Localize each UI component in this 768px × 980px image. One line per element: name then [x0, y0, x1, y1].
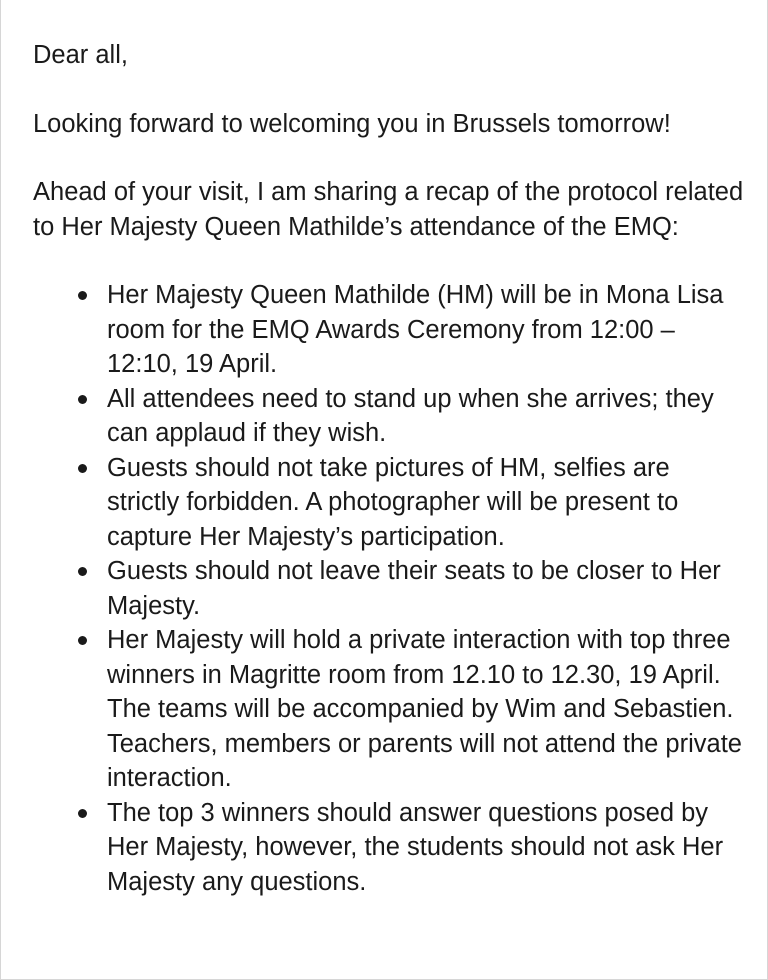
list-item — [33, 554, 745, 623]
list-item-text: Guests should not leave their seats to be closer to Her Majesty. — [107, 557, 721, 620]
bullet-icon — [78, 636, 87, 645]
list-item — [33, 382, 745, 451]
bullet-icon — [78, 291, 87, 300]
list-item — [33, 451, 745, 555]
list-item-text: Her Majesty will hold a private interaction with top three winners in Magritte room from 12.10 to 12.30, 19 April. The teams will be accompanied by Wim and Sebastien. Teachers, members or parents will not attend the private interaction. — [107, 626, 742, 792]
bullet-icon — [78, 809, 87, 818]
list-item-text: All attendees need to stand up when she arrives; they can applaud if they wish. — [107, 384, 714, 447]
bullet-icon — [78, 567, 87, 576]
email-recap: Ahead of your visit, I am sharing a recap of the protocol related to Her Majesty Queen Mathilde’s attendance of the EMQ: — [33, 178, 744, 241]
bullet-icon — [78, 395, 87, 404]
protocol-list — [33, 278, 745, 899]
email-body — [33, 38, 745, 899]
list-item-text: Guests should not take pictures of HM, selfies are strictly forbidden. A photographer will be present to capture Her Majesty’s participation. — [107, 453, 679, 551]
list-item — [33, 278, 745, 382]
bullet-icon — [78, 464, 87, 473]
list-item — [33, 623, 745, 796]
list-item — [33, 796, 745, 900]
list-item-text: The top 3 winners should answer questions posed by Her Majesty, however, the students should not ask Her Majesty any questions. — [107, 798, 724, 896]
email-greeting: Dear all, — [33, 41, 128, 69]
list-item-text: Her Majesty Queen Mathilde (HM) will be in Mona Lisa room for the EMQ Awards Ceremony from 12:00 – 12:10, 19 April. — [107, 281, 724, 378]
email-intro: Looking forward to welcoming you in Brussels tomorrow! — [33, 109, 671, 138]
